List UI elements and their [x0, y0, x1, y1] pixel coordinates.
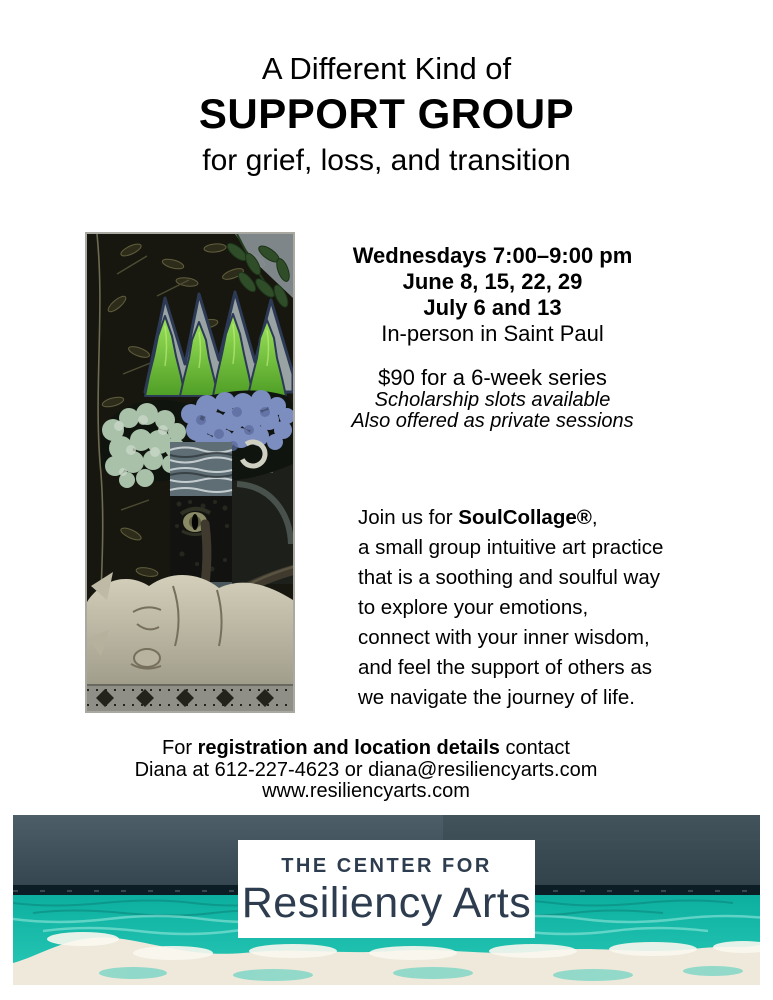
description-line: we navigate the journey of life. [358, 686, 635, 709]
logo-resiliency-arts: Resiliency Arts [241, 879, 532, 927]
contact-block [0, 738, 732, 803]
contact-website: www.resiliencyarts.com [262, 780, 470, 802]
contact-line-1 [0, 738, 732, 760]
stone-figure [87, 572, 293, 686]
description-line: to explore your emotions, [358, 596, 589, 619]
private-sessions-note: Also offered as private sessions [351, 410, 634, 432]
schedule-location: In-person in Saint Paul [381, 321, 604, 346]
title-line-1: A Different Kind of [261, 51, 512, 86]
bottom-band [87, 684, 293, 711]
description-line: a small group intuitive art practice [358, 536, 664, 559]
contact-line-1-prefix: For [162, 737, 198, 759]
contact-line-1-bold: registration and location details [197, 737, 500, 759]
description-line: and feel the support of others as [358, 656, 653, 679]
description-intro [358, 503, 698, 533]
title-block [0, 48, 773, 183]
contact-line-1-suffix: contact [499, 737, 570, 759]
title-line-2: SUPPORT GROUP [198, 90, 575, 137]
description-intro-suffix: , [591, 506, 598, 529]
description-block [358, 503, 698, 713]
scholarship-note: Scholarship slots available [374, 389, 611, 411]
ocean-banner [13, 815, 760, 985]
schedule-block [330, 243, 655, 347]
description-intro-prefix: Join us for [358, 506, 459, 529]
pricing-block [330, 366, 655, 432]
soulcollage-artwork-drawing [87, 234, 293, 711]
logo-center-for: THE CENTER FOR [281, 855, 492, 877]
description-intro-bold: SoulCollage® [458, 506, 592, 529]
description-line: connect with your inner wisdom, [358, 626, 650, 649]
description-line: that is a soothing and soulful way [358, 566, 660, 589]
price-line: $90 for a 6-week series [378, 365, 607, 390]
schedule-dates-june: June 8, 15, 22, 29 [402, 269, 583, 294]
schedule-time: Wednesdays 7:00–9:00 pm [352, 243, 633, 268]
title-line-3: for grief, loss, and transition [202, 144, 571, 177]
schedule-dates-july: July 6 and 13 [423, 295, 562, 320]
contact-phone-email: Diana at 612-227-4623 or diana@resiliencyarts.com [134, 758, 598, 781]
soulcollage-artwork-image [85, 232, 295, 713]
logo-box [238, 840, 535, 938]
